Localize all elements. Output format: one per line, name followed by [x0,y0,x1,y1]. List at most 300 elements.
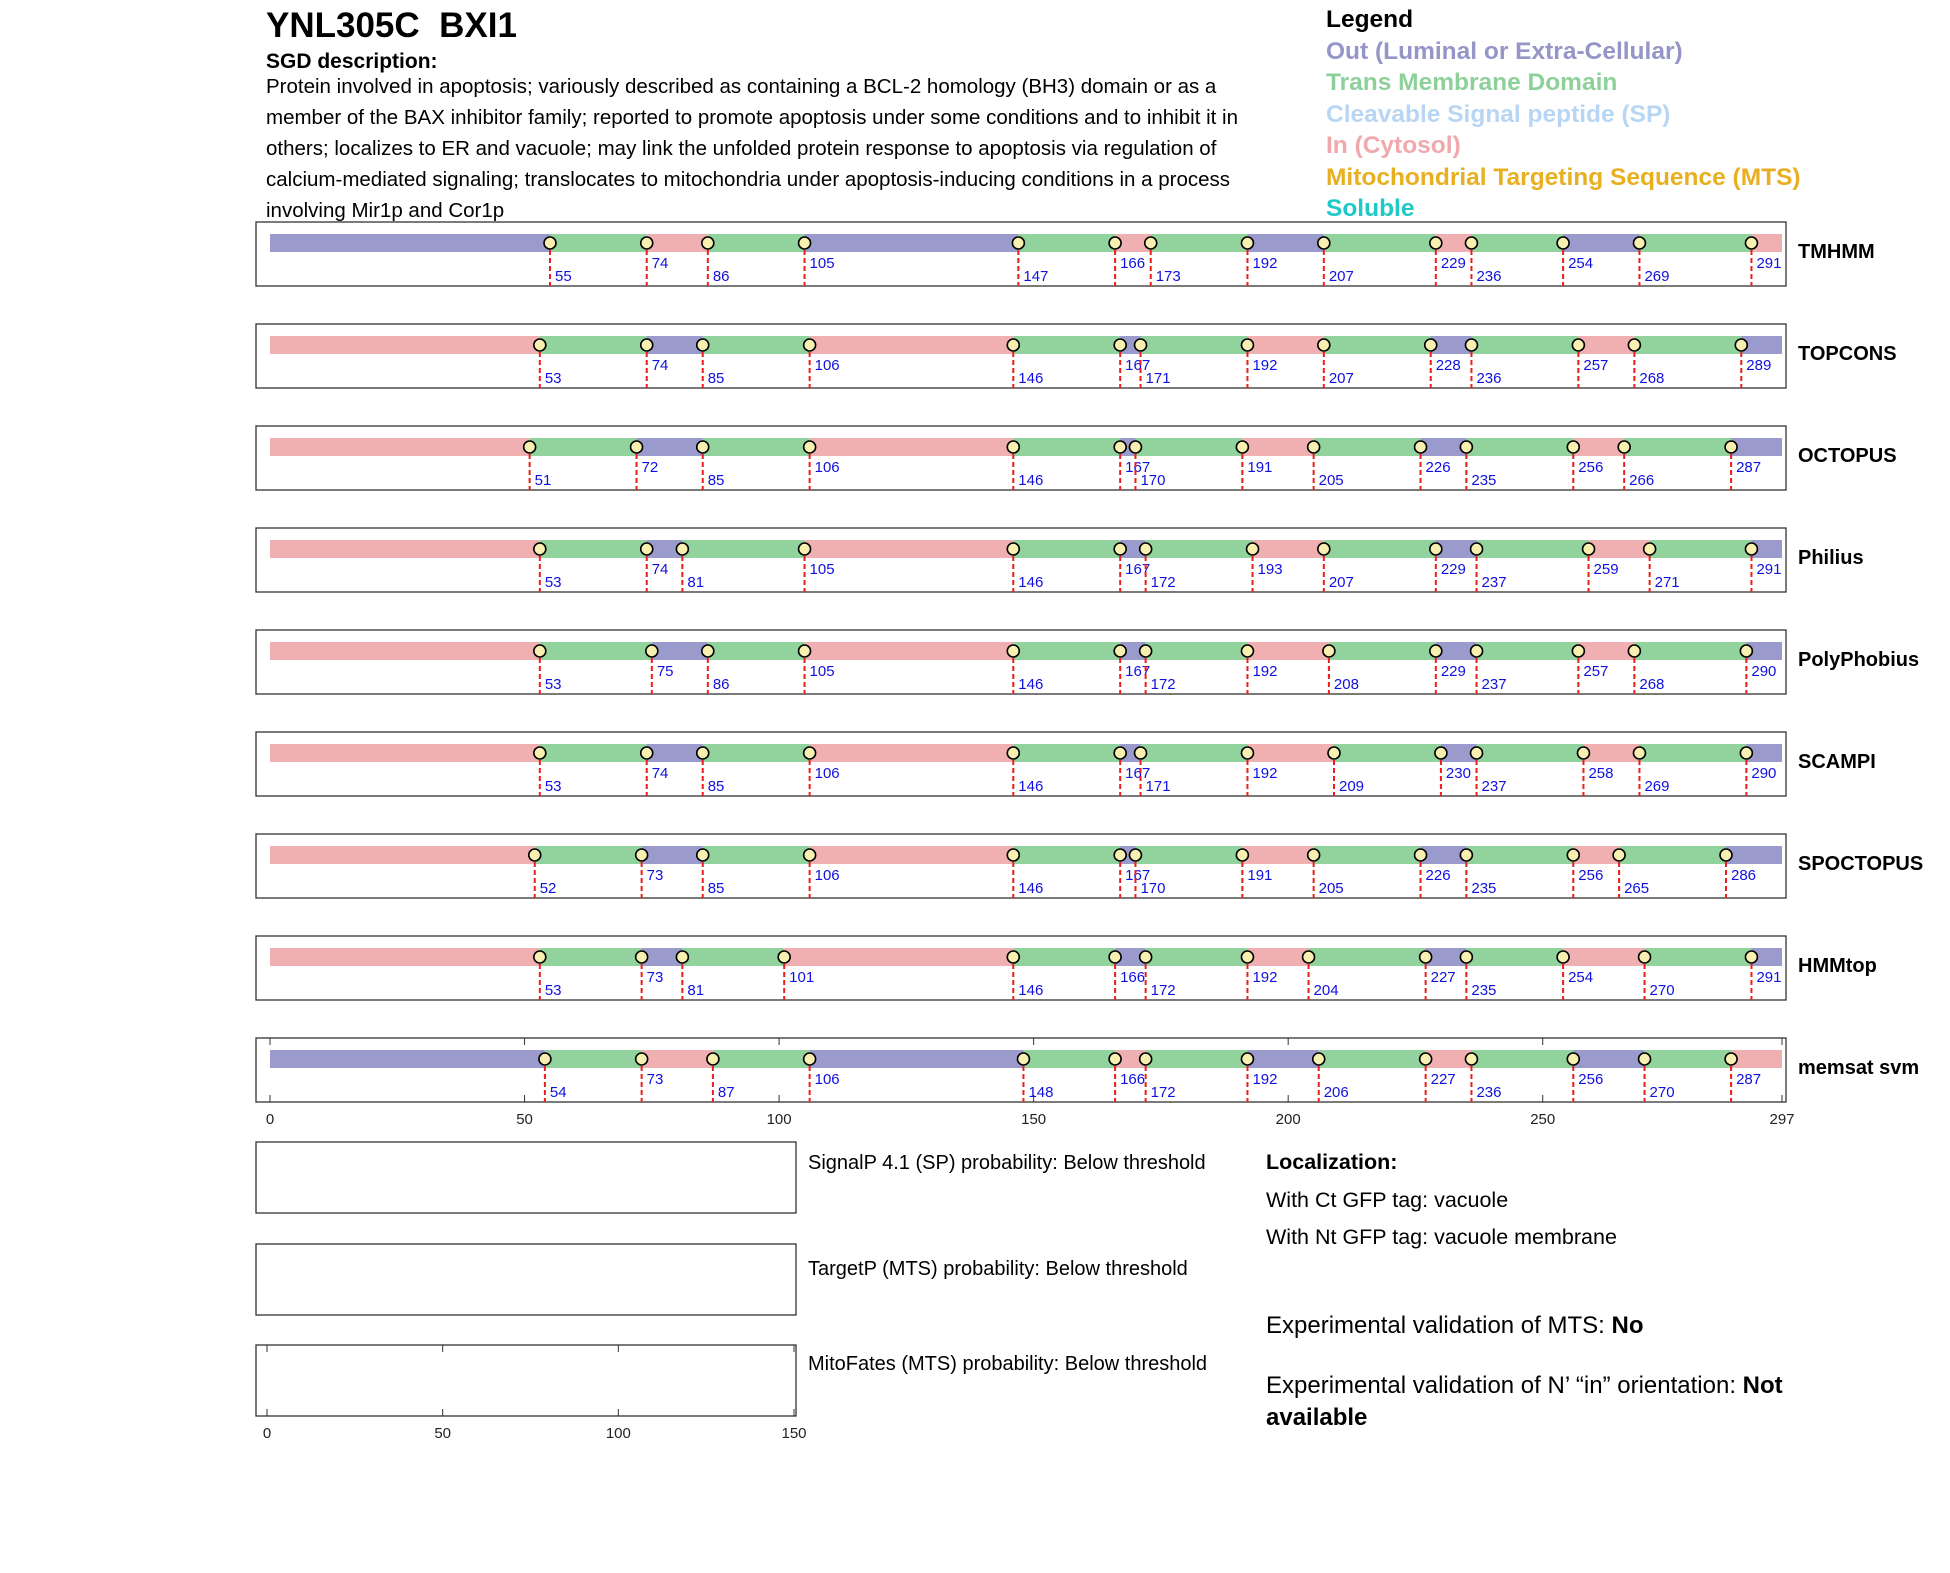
boundary-label: 53 [544,982,562,999]
topology-segment [1471,336,1578,354]
boundary-marker [697,441,709,453]
boundary-label: 204 [1313,982,1339,999]
topology-segment [810,1050,1024,1068]
boundary-label: 192 [1252,765,1278,782]
boundary-label: 268 [1639,676,1665,693]
boundary-marker [1318,339,1330,351]
boundary-marker [1007,747,1019,759]
boundary-marker [1572,339,1584,351]
boundary-label: 146 [1018,778,1044,795]
boundary-marker [1303,951,1315,963]
boundary-label: 256 [1578,459,1604,476]
boundary-marker [1318,543,1330,555]
boundary-marker [1109,1053,1121,1065]
boundary-marker [1583,543,1595,555]
orientation-validation-value: Not available [1266,1372,1783,1431]
boundary-label: 105 [809,663,835,680]
boundary-marker [804,441,816,453]
boundary-marker [1247,543,1259,555]
boundary-marker [534,543,546,555]
topology-segment [1146,540,1253,558]
boundary-label: 171 [1145,778,1171,795]
topology-segment [810,744,1014,762]
topology-segment [810,846,1014,864]
signalp-label: SignalP 4.1 (SP) probability: Below threshold [808,1152,1206,1174]
boundary-label: 172 [1150,982,1176,999]
boundary-label: 167 [1125,765,1151,782]
boundary-label: 191 [1247,459,1273,476]
boundary-label: 192 [1252,969,1278,986]
boundary-label: 74 [651,765,669,782]
boundary-marker [702,645,714,657]
topology-segment [1023,1050,1115,1068]
boundary-marker [631,441,643,453]
boundary-marker [1572,645,1584,657]
boundary-label: 85 [707,370,725,387]
boundary-marker [1420,1053,1432,1065]
boundary-marker [1241,237,1253,249]
boundary-label: 235 [1471,880,1497,897]
probability-panel [256,1142,796,1213]
boundary-marker [1129,441,1141,453]
boundary-marker [1471,645,1483,657]
topology-segment [1324,336,1431,354]
boundary-label: 51 [534,472,552,489]
predictor-label: PolyPhobius [1798,649,1920,671]
topology-segment [1471,1050,1573,1068]
topology-segment [1421,438,1467,456]
boundary-label: 269 [1644,778,1670,795]
legend-entry-out: Out (Luminal or Extra-Cellular) [1326,37,1683,65]
boundary-label: 53 [544,370,562,387]
mts-validation [1266,1310,1886,1342]
boundary-label: 289 [1746,357,1772,374]
localization-ct: With Ct GFP tag: vacuole [1266,1188,1509,1212]
topology-segment [703,438,810,456]
boundary-marker [1725,441,1737,453]
boundary-label: 257 [1583,663,1609,680]
boundary-label: 192 [1252,663,1278,680]
predictor-label: TOPCONS [1798,343,1897,365]
boundary-marker [1114,441,1126,453]
topology-segment [1146,948,1248,966]
boundary-label: 167 [1125,663,1151,680]
boundary-label: 265 [1624,880,1650,897]
topology-segment [270,846,535,864]
boundary-label: 230 [1445,765,1471,782]
boundary-marker [778,951,790,963]
topology-segment [550,234,647,252]
topology-segment [1639,744,1746,762]
legend-entry-in: In (Cytosol) [1326,132,1461,159]
x-tick-label: 50 [516,1111,533,1128]
boundary-label: 237 [1481,574,1507,591]
boundary-label: 55 [555,268,572,285]
boundary-label: 52 [539,880,557,897]
boundary-marker [1140,543,1152,555]
topology-segment [1624,438,1731,456]
topology-segment [1247,336,1323,354]
boundary-marker [1567,441,1579,453]
boundary-label: 106 [814,867,840,884]
boundary-label: 146 [1018,880,1044,897]
boundary-label: 86 [712,268,730,285]
boundary-marker [1241,951,1253,963]
topology-segment [1309,948,1426,966]
boundary-marker [1430,645,1442,657]
topology-segment [1247,948,1308,966]
boundary-label: 269 [1644,268,1670,285]
boundary-marker [1114,747,1126,759]
boundary-marker [1007,441,1019,453]
legend-entry-tm: Trans Membrane Domain [1326,69,1618,96]
boundary-marker [799,645,811,657]
boundary-label: 237 [1481,676,1507,693]
boundary-label: 85 [707,778,725,795]
legend-entry-soluble: Soluble [1326,195,1415,222]
boundary-label: 192 [1252,357,1278,374]
boundary-label: 101 [789,969,815,986]
boundary-label: 106 [814,765,840,782]
boundary-label: 192 [1252,255,1278,272]
topology-segment [1242,846,1313,864]
topology-segment [1146,1050,1248,1068]
topology-segment [1477,540,1589,558]
boundary-label: 287 [1736,1071,1762,1088]
boundary-label: 209 [1339,778,1365,795]
boundary-label: 73 [646,1071,664,1088]
topology-segment [1578,642,1634,660]
topology-segment [540,540,647,558]
boundary-marker [1557,237,1569,249]
boundary-marker [1135,339,1147,351]
boundary-label: 53 [544,778,562,795]
topology-segment [1319,1050,1426,1068]
boundary-marker [1430,543,1442,555]
boundary-marker [1471,747,1483,759]
boundary-label: 167 [1125,561,1151,578]
boundary-marker [1308,441,1320,453]
boundary-marker [1618,441,1630,453]
prob-tick-label: 150 [781,1425,807,1442]
predictor-label: SPOCTOPUS [1798,853,1924,875]
boundary-label: 208 [1333,676,1359,693]
boundary-marker [804,849,816,861]
topology-segment [1583,744,1639,762]
boundary-label: 81 [687,574,705,591]
boundary-label: 256 [1578,867,1604,884]
boundary-marker [524,441,536,453]
topology-segment [535,846,642,864]
x-tick-label: 250 [1530,1111,1556,1128]
topology-segment [1314,438,1421,456]
topology-segment [1013,540,1120,558]
boundary-label: 237 [1481,778,1507,795]
boundary-marker [1644,543,1656,555]
boundary-label: 226 [1425,867,1451,884]
prob-tick-label: 0 [262,1425,272,1442]
boundary-marker [534,339,546,351]
boundary-label: 257 [1583,357,1609,374]
legend-entry-sp: Cleavable Signal peptide (SP) [1326,100,1671,128]
boundary-marker [1129,849,1141,861]
topology-segment [540,744,647,762]
boundary-label: 146 [1018,472,1044,489]
topology-segment [1731,1050,1782,1068]
topology-segment [1645,1050,1732,1068]
boundary-label: 146 [1018,574,1044,591]
topology-segment [682,540,804,558]
boundary-label: 166 [1120,255,1146,272]
topology-segment [810,438,1014,456]
topology-segment [1146,642,1248,660]
boundary-marker [1328,747,1340,759]
predictor-panel [256,222,1786,286]
boundary-marker [1007,849,1019,861]
boundary-label: 54 [549,1084,567,1101]
topology-segment [713,1050,810,1068]
boundary-label: 226 [1425,459,1451,476]
boundary-label: 171 [1145,370,1171,387]
boundary-label: 205 [1318,472,1344,489]
topology-segment [703,336,810,354]
boundary-marker [1557,951,1569,963]
prob-tick-label: 50 [434,1425,452,1442]
boundary-marker [1415,849,1427,861]
topology-segment [1573,1050,1644,1068]
boundary-label: 236 [1476,370,1502,387]
boundary-label: 207 [1328,268,1354,285]
predictor-label: SCAMPI [1798,751,1876,773]
boundary-label: 173 [1155,268,1181,285]
boundary-label: 167 [1125,867,1151,884]
topology-segment [642,846,703,864]
topology-segment [1247,1050,1318,1068]
boundary-marker [1613,849,1625,861]
topology-segment [540,336,647,354]
boundary-marker [697,849,709,861]
boundary-marker [1628,339,1640,351]
boundary-marker [1007,543,1019,555]
boundary-marker [534,747,546,759]
boundary-label: 271 [1654,574,1680,591]
topology-segment [270,438,530,456]
boundary-marker [1109,951,1121,963]
boundary-label: 236 [1476,1084,1502,1101]
mts-validation-label: Experimental validation of MTS: [1266,1312,1612,1339]
boundary-marker [1628,645,1640,657]
boundary-marker [1313,1053,1325,1065]
topology-segment [270,642,540,660]
boundary-label: 147 [1023,268,1049,285]
boundary-label: 87 [717,1084,735,1101]
boundary-marker [1720,849,1732,861]
boundary-label: 74 [651,561,669,578]
boundary-label: 167 [1125,357,1151,374]
probability-panel [256,1345,796,1416]
boundary-marker [1241,339,1253,351]
boundary-label: 206 [1323,1084,1349,1101]
boundary-marker [1465,237,1477,249]
boundary-marker [1145,237,1157,249]
boundary-label: 73 [646,867,664,884]
topology-segment [270,948,540,966]
topology-segment [810,336,1014,354]
boundary-marker [1308,849,1320,861]
boundary-label: 254 [1568,255,1594,272]
boundary-label: 268 [1639,370,1665,387]
boundary-marker [1236,849,1248,861]
topology-segment [1466,846,1573,864]
page-title: YNL305C BXI1 [266,6,517,45]
boundary-marker [799,237,811,249]
boundary-marker [1745,951,1757,963]
boundary-label: 191 [1247,867,1273,884]
topology-segment [1563,234,1639,252]
boundary-label: 270 [1649,1084,1675,1101]
boundary-label: 192 [1252,1071,1278,1088]
boundary-label: 146 [1018,370,1044,387]
boundary-label: 258 [1588,765,1614,782]
sgd-description-label: SGD description: [266,50,438,73]
boundary-label: 287 [1736,459,1762,476]
boundary-marker [1465,1053,1477,1065]
boundary-marker [1140,951,1152,963]
boundary-marker [1140,1053,1152,1065]
boundary-marker [799,543,811,555]
boundary-marker [804,747,816,759]
topology-segment [1645,948,1752,966]
probability-panel [256,1244,796,1315]
boundary-label: 228 [1435,357,1461,374]
boundary-marker [1465,339,1477,351]
topology-segment [1324,540,1436,558]
boundary-label: 74 [651,357,669,374]
boundary-marker [1007,339,1019,351]
boundary-label: 254 [1568,969,1594,986]
boundary-marker [1114,543,1126,555]
boundary-marker [1140,645,1152,657]
boundary-marker [1114,339,1126,351]
predictor-label: HMMtop [1798,955,1877,977]
topology-segment [1466,948,1563,966]
topology-segment [708,642,805,660]
legend-title: Legend [1326,6,1414,33]
boundary-label: 72 [641,459,659,476]
boundary-marker [1135,747,1147,759]
topology-segment [1151,234,1248,252]
boundary-label: 170 [1140,880,1166,897]
boundary-label: 172 [1150,1084,1176,1101]
topology-segment [1563,948,1644,966]
topology-segment [1634,642,1746,660]
boundary-marker [1012,237,1024,249]
topology-segment [1253,540,1324,558]
topology-segment [1471,234,1563,252]
boundary-marker [1745,237,1757,249]
boundary-marker [1577,747,1589,759]
topology-segment [682,948,784,966]
topology-segment [805,642,1014,660]
boundary-label: 270 [1649,982,1675,999]
topology-segment [1013,438,1120,456]
topology-segment [1329,642,1436,660]
predictor-label: Philius [1798,547,1864,569]
boundary-marker [636,951,648,963]
boundary-marker [641,543,653,555]
boundary-marker [697,339,709,351]
topology-segment [1726,846,1782,864]
boundary-marker [676,951,688,963]
topology-segment [270,336,540,354]
boundary-label: 172 [1150,676,1176,693]
boundary-label: 291 [1756,969,1782,986]
boundary-marker [1241,747,1253,759]
boundary-marker [1567,1053,1579,1065]
boundary-label: 235 [1471,472,1497,489]
boundary-marker [636,1053,648,1065]
topology-segment [703,744,810,762]
topology-segment [1314,846,1421,864]
topology-segment [805,234,1019,252]
boundary-label: 148 [1028,1084,1054,1101]
topology-segment [1242,438,1313,456]
mts-validation-value: No [1611,1312,1644,1339]
topology-segment [1135,846,1242,864]
topology-segment [1013,744,1120,762]
topology-segment [1247,234,1323,252]
boundary-marker [1114,645,1126,657]
boundary-label: 172 [1150,574,1176,591]
predictor-label: TMHMM [1798,241,1875,263]
topology-segment [270,540,540,558]
topology-segment [540,948,642,966]
topology-segment [1639,234,1751,252]
boundary-marker [1639,1053,1651,1065]
boundary-label: 85 [707,472,725,489]
topology-segment [703,846,810,864]
boundary-label: 74 [651,255,669,272]
boundary-marker [697,747,709,759]
topology-segment [1589,540,1650,558]
x-tick-label: 200 [1275,1111,1301,1128]
boundary-marker [1725,1053,1737,1065]
boundary-label: 75 [656,663,674,680]
boundary-marker [1420,951,1432,963]
boundary-marker [1425,339,1437,351]
topology-segment [1334,744,1441,762]
topology-segment [1247,744,1334,762]
topology-segment [652,642,708,660]
boundary-label: 53 [544,574,562,591]
boundary-marker [1633,237,1645,249]
topology-segment [1141,744,1248,762]
topology-segment [1731,438,1782,456]
boundary-label: 291 [1756,255,1782,272]
boundary-label: 229 [1440,663,1466,680]
boundary-marker [641,237,653,249]
prob-tick-label: 100 [605,1425,631,1442]
boundary-marker [1460,441,1472,453]
topology-segment [642,1050,713,1068]
boundary-marker [804,339,816,351]
predictor-label: OCTOPUS [1798,445,1897,467]
boundary-marker [641,339,653,351]
localization-nt: With Nt GFP tag: vacuole membrane [1266,1225,1617,1249]
topology-segment [1477,642,1579,660]
topology-segment [270,1050,545,1068]
boundary-label: 259 [1593,561,1619,578]
